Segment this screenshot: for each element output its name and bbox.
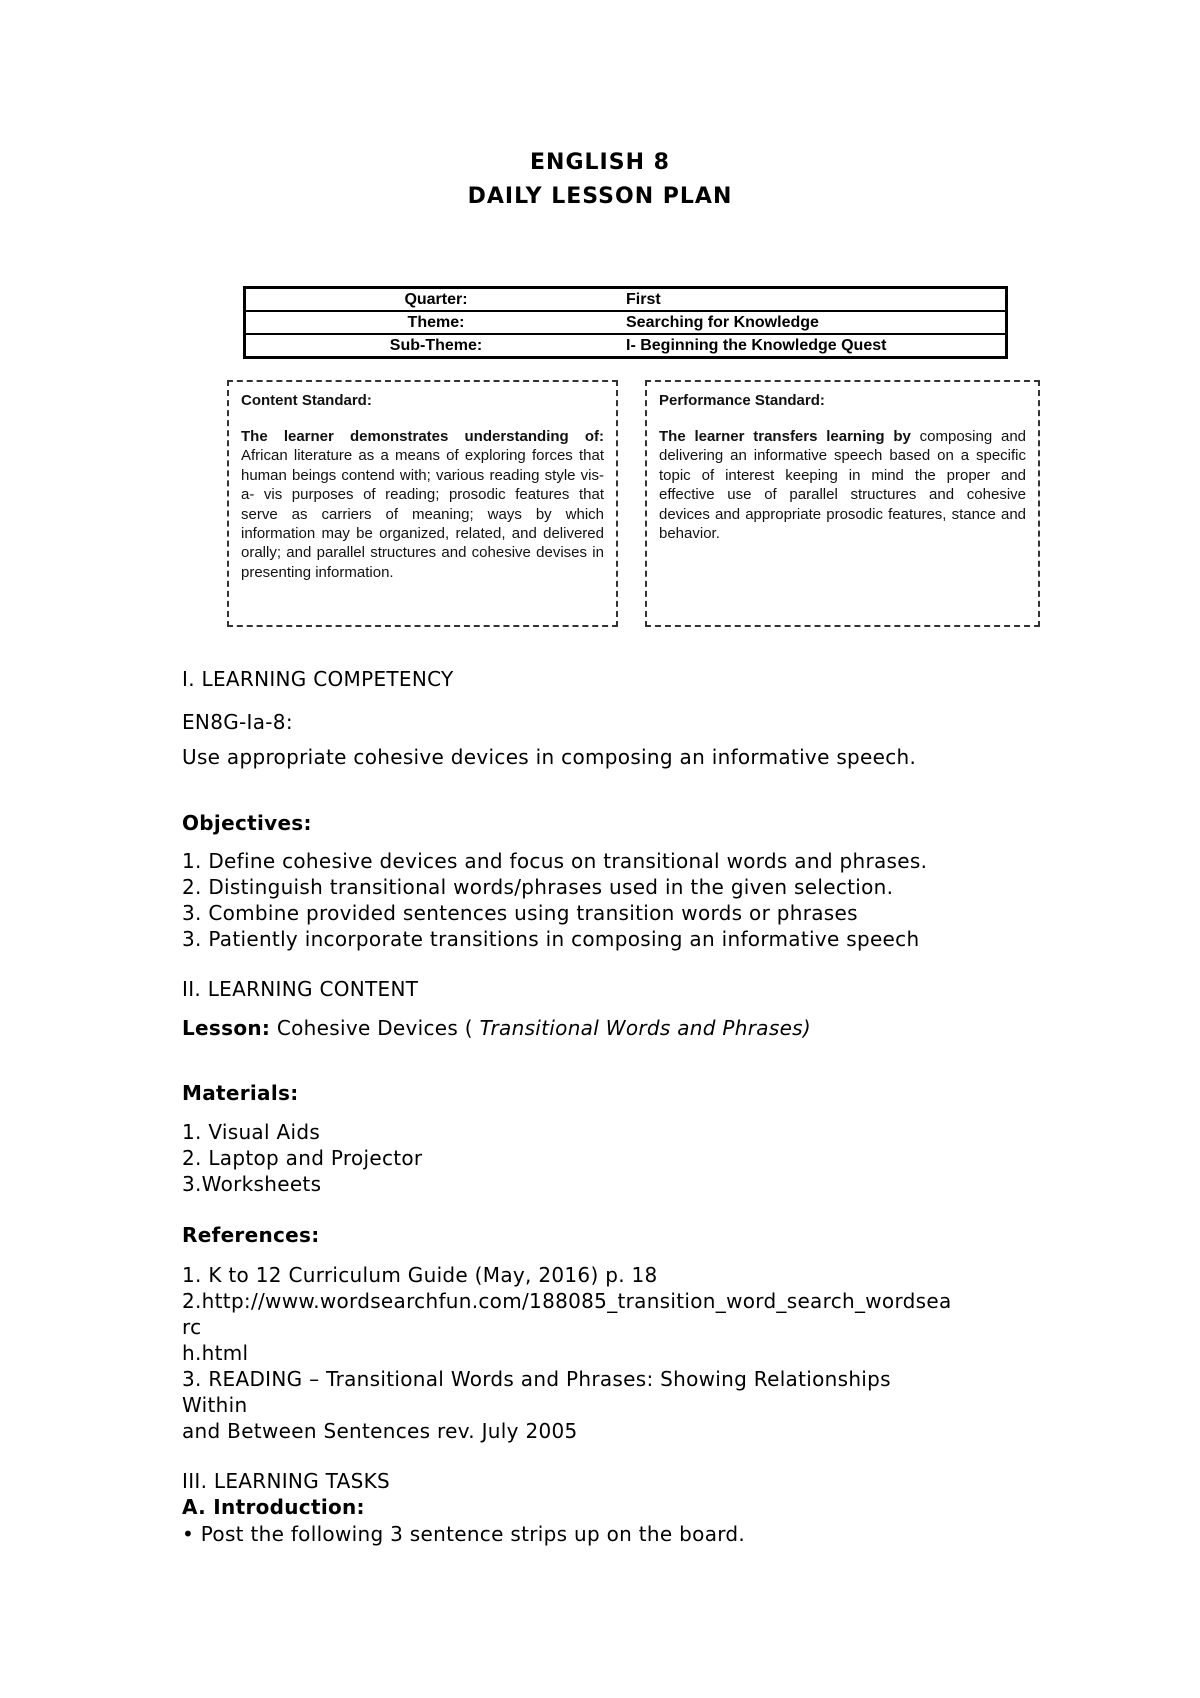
table-row: [245, 311, 1007, 334]
tasks-heading: III. LEARNING TASKS: [182, 1469, 390, 1493]
performance-standard-heading: Performance Standard:: [659, 392, 825, 409]
content-standard-lead: The learner demonstrates: [241, 428, 465, 445]
competency-heading: I. LEARNING COMPETENCY: [182, 667, 454, 691]
content-standard-body: African literature as a means of exploring forces that human beings contend with; various reading style vis- a- vis purposes of reading; prosodic features that serve as carriers of meaning; ways by which information may be organized, related, and delivered orally; and parallel structures and cohesive devises in presenting information.: [241, 447, 604, 581]
competency-code: EN8G-Ia-8:: [182, 710, 293, 734]
table-row: [245, 334, 1007, 358]
content-standard-box: [227, 380, 618, 627]
info-key: Sub-Theme:: [245, 334, 627, 358]
competency-text: Use appropriate cohesive devices in composing an informative speech.: [182, 745, 917, 769]
list-item: 3.Worksheets: [182, 1172, 322, 1196]
table-row: [245, 288, 1007, 312]
lesson-plain: Cohesive Devices (: [270, 1016, 480, 1040]
lesson-label: Lesson:: [182, 1016, 271, 1040]
info-value: First: [626, 291, 661, 308]
lesson-info-table: [243, 286, 1008, 359]
info-value: Searching for Knowledge: [626, 311, 1007, 334]
performance-standard-body: composing and delivering an informative speech based on a specific topic of interest keeping in mind the proper and effective use of parallel structures and cohesive devices and appropriate prosodic features, stance and behavior.: [659, 428, 1026, 543]
content-heading: II. LEARNING CONTENT: [182, 977, 419, 1001]
list-item: 1. Visual Aids: [182, 1120, 321, 1144]
performance-standard-box: [645, 380, 1040, 627]
info-key: Quarter:: [404, 291, 468, 308]
list-item: 3. Combine provided sentences using transition words or phrases: [182, 901, 858, 925]
materials-heading: Materials:: [182, 1081, 299, 1105]
reference-line: 3. READING – Transitional Words and Phrases: Showing Relationships: [182, 1367, 891, 1391]
tasks-subheading: A. Introduction:: [182, 1495, 365, 1519]
list-item: 3. Patiently incorporate transitions in composing an informative speech: [182, 927, 920, 951]
info-key: Theme:: [245, 311, 627, 334]
content-standard-lead-bold: understanding of:: [464, 428, 604, 445]
objectives-heading: Objectives:: [182, 811, 312, 835]
list-item: 1. Define cohesive devices and focus on transitional words and phrases.: [182, 849, 928, 873]
content-standard-text: [241, 427, 604, 582]
reference-line: and Between Sentences rev. July 2005: [182, 1419, 578, 1443]
content-standard-heading: Content Standard:: [241, 392, 372, 409]
lesson-italic: Transitional Words and Phrases): [479, 1016, 811, 1040]
list-item: 2. Distinguish transitional words/phrases used in the given selection.: [182, 875, 894, 899]
document-title: ENGLISH 8: [530, 150, 670, 175]
performance-standard-lead: The learner transfers learning by: [659, 428, 911, 445]
reference-line: Within: [182, 1393, 248, 1417]
tasks-bullet: • Post the following 3 sentence strips up on the board.: [182, 1522, 746, 1546]
performance-standard-text: [659, 427, 1026, 543]
list-item: 2. Laptop and Projector: [182, 1146, 423, 1170]
reference-line: rc: [182, 1315, 202, 1339]
reference-line: 2.http://www.wordsearchfun.com/188085_transition_word_search_wordsea: [182, 1289, 952, 1313]
info-value: I- Beginning the Knowledge Quest: [626, 334, 1007, 358]
references-heading: References:: [182, 1223, 320, 1247]
document-subtitle: DAILY LESSON PLAN: [467, 184, 733, 209]
reference-line: h.html: [182, 1341, 249, 1365]
lesson-line: [182, 1016, 811, 1040]
reference-line: 1. K to 12 Curriculum Guide (May, 2016) p. 18: [182, 1263, 658, 1287]
